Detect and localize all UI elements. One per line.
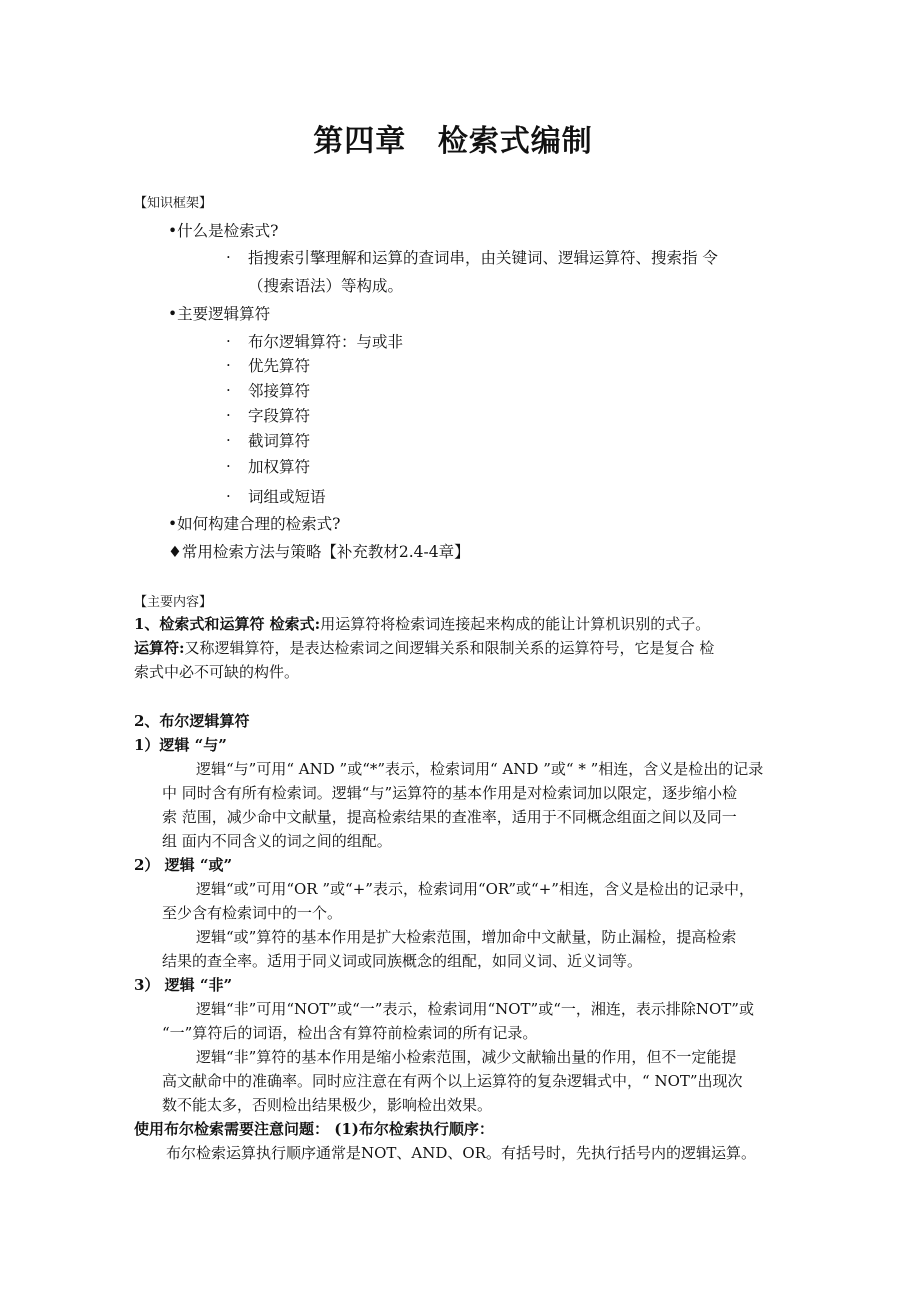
bullet-dot: · [226,381,231,399]
definition-line-1: 指搜索引擎理解和运算的查词串，由关键词、逻辑运算符、搜索指 令 [248,249,718,267]
page-title: 第四章 检索式编制 [313,124,593,159]
or-paragraph-line: 至少含有检索词中的一个。 [162,904,343,922]
bullet-dot: · [226,406,231,424]
and-paragraph-line: 索 范围，减少命中文献量，提高检索结果的查准率，适用于不同概念组面之间以及同一 [162,808,737,826]
not-paragraph-line: 逻辑“非”算符的基本作用是缩小检索范围，减少文献输出量的作用，但不一定能提 [196,1048,737,1066]
not-paragraph-line: 数不能太多，否则检出结果极少，影响检出效果。 [162,1096,493,1114]
framework-question-1: •什么是检索式? [168,222,279,240]
not-paragraph-line: “一”算符后的词语，检出含有算符前检索词的所有记录。 [162,1024,538,1042]
operator-item: 截词算符 [248,432,311,450]
boolean-usage-heading: 使用布尔检索需要注意问题： (1)布尔检索执行顺序： [134,1120,494,1138]
operator-item: 布尔逻辑算符：与或非 [248,333,404,351]
bullet-dot: · [226,356,231,374]
framework-question-4: ♦常用检索方法与策略【补充教材2.4-4章】 [168,543,470,561]
or-paragraph-line: 逻辑“或”算符的基本作用是扩大检索范围，增加命中文献量，防止漏检，提高检索 [196,928,737,946]
not-paragraph-line: 逻辑“非”可用“NOT”或“一”表示，检索词用“NOT”或“一，湘连，表示排除NOT”或 [196,1000,754,1018]
operator-item: 邻接算符 [248,382,311,400]
and-paragraph-line: 逻辑“与”可用“ AND ”或“*”表示，检索词用“ AND ”或“ * ”相连，含义是检出的记录 [196,760,764,778]
operator-definition-text: 又称逻辑算符，是表达检索词之间逻辑关系和限制关系的运算符号，它是复合 检 [184,639,715,657]
and-paragraph-line: 组 面内不同含义的词之间的组配。 [162,832,392,850]
operator-item: 字段算符 [248,407,311,425]
content-header: 【主要内容】 [134,595,213,610]
not-heading: 3） 逻辑 “非” [134,976,233,994]
boolean-usage-text: 布尔检索运算执行顺序通常是NOT、AND、OR。有括号时，先执行括号内的逻辑运算。 [166,1144,757,1162]
bullet-dot: · [226,431,231,449]
or-paragraph-line: 结果的查全率。适用于同义词或同族概念的组配，如同义词、近义词等。 [162,952,643,970]
and-paragraph-line: 中 同时含有所有检索词。逻辑“与”运算符的基本作用是对检索词加以限定，逐步缩小检 [162,784,738,802]
operator-definition-line [134,637,714,658]
bullet-dot: · [226,332,231,350]
operator-item: 优先算符 [248,357,311,375]
section-2-heading: 2、布尔逻辑算符 [134,712,250,730]
not-paragraph-line: 高文献命中的准确率。同时应注意在有两个以上运算符的复杂逻辑式中，“ NOT”出现次 [162,1072,743,1090]
operator-term: 运算符: [134,639,185,657]
framework-question-3: •如何构建合理的检索式? [168,515,341,533]
bullet-dot: · [226,248,231,266]
operator-item: 加权算符 [248,458,311,476]
framework-header: 【知识框架】 [134,196,213,211]
or-paragraph-line: 逻辑“或”可用“OR ”或“+”表示，检索词用“OR”或“+”相连，含义是检出的记录中， [196,880,754,898]
definition-line-2: （搜索语法）等构成。 [248,277,404,295]
and-heading: 1）逻辑 “与” [134,736,227,754]
operator-definition-line-2: 索式中必不可缺的构件。 [134,663,300,681]
bullet-dot: · [226,457,231,475]
operator-item: 词组或短语 [248,488,326,506]
bullet-dot: · [226,487,231,505]
section-1-line [134,613,710,634]
framework-question-2: •主要逻辑算符 [168,305,271,323]
section-1-text: 用运算符将检索词连接起来构成的能让计算机识别的式子。 [320,615,711,633]
section-1-heading: 1、检索式和运算符 检索式: [134,615,321,633]
or-heading: 2） 逻辑 “或” [134,856,233,874]
